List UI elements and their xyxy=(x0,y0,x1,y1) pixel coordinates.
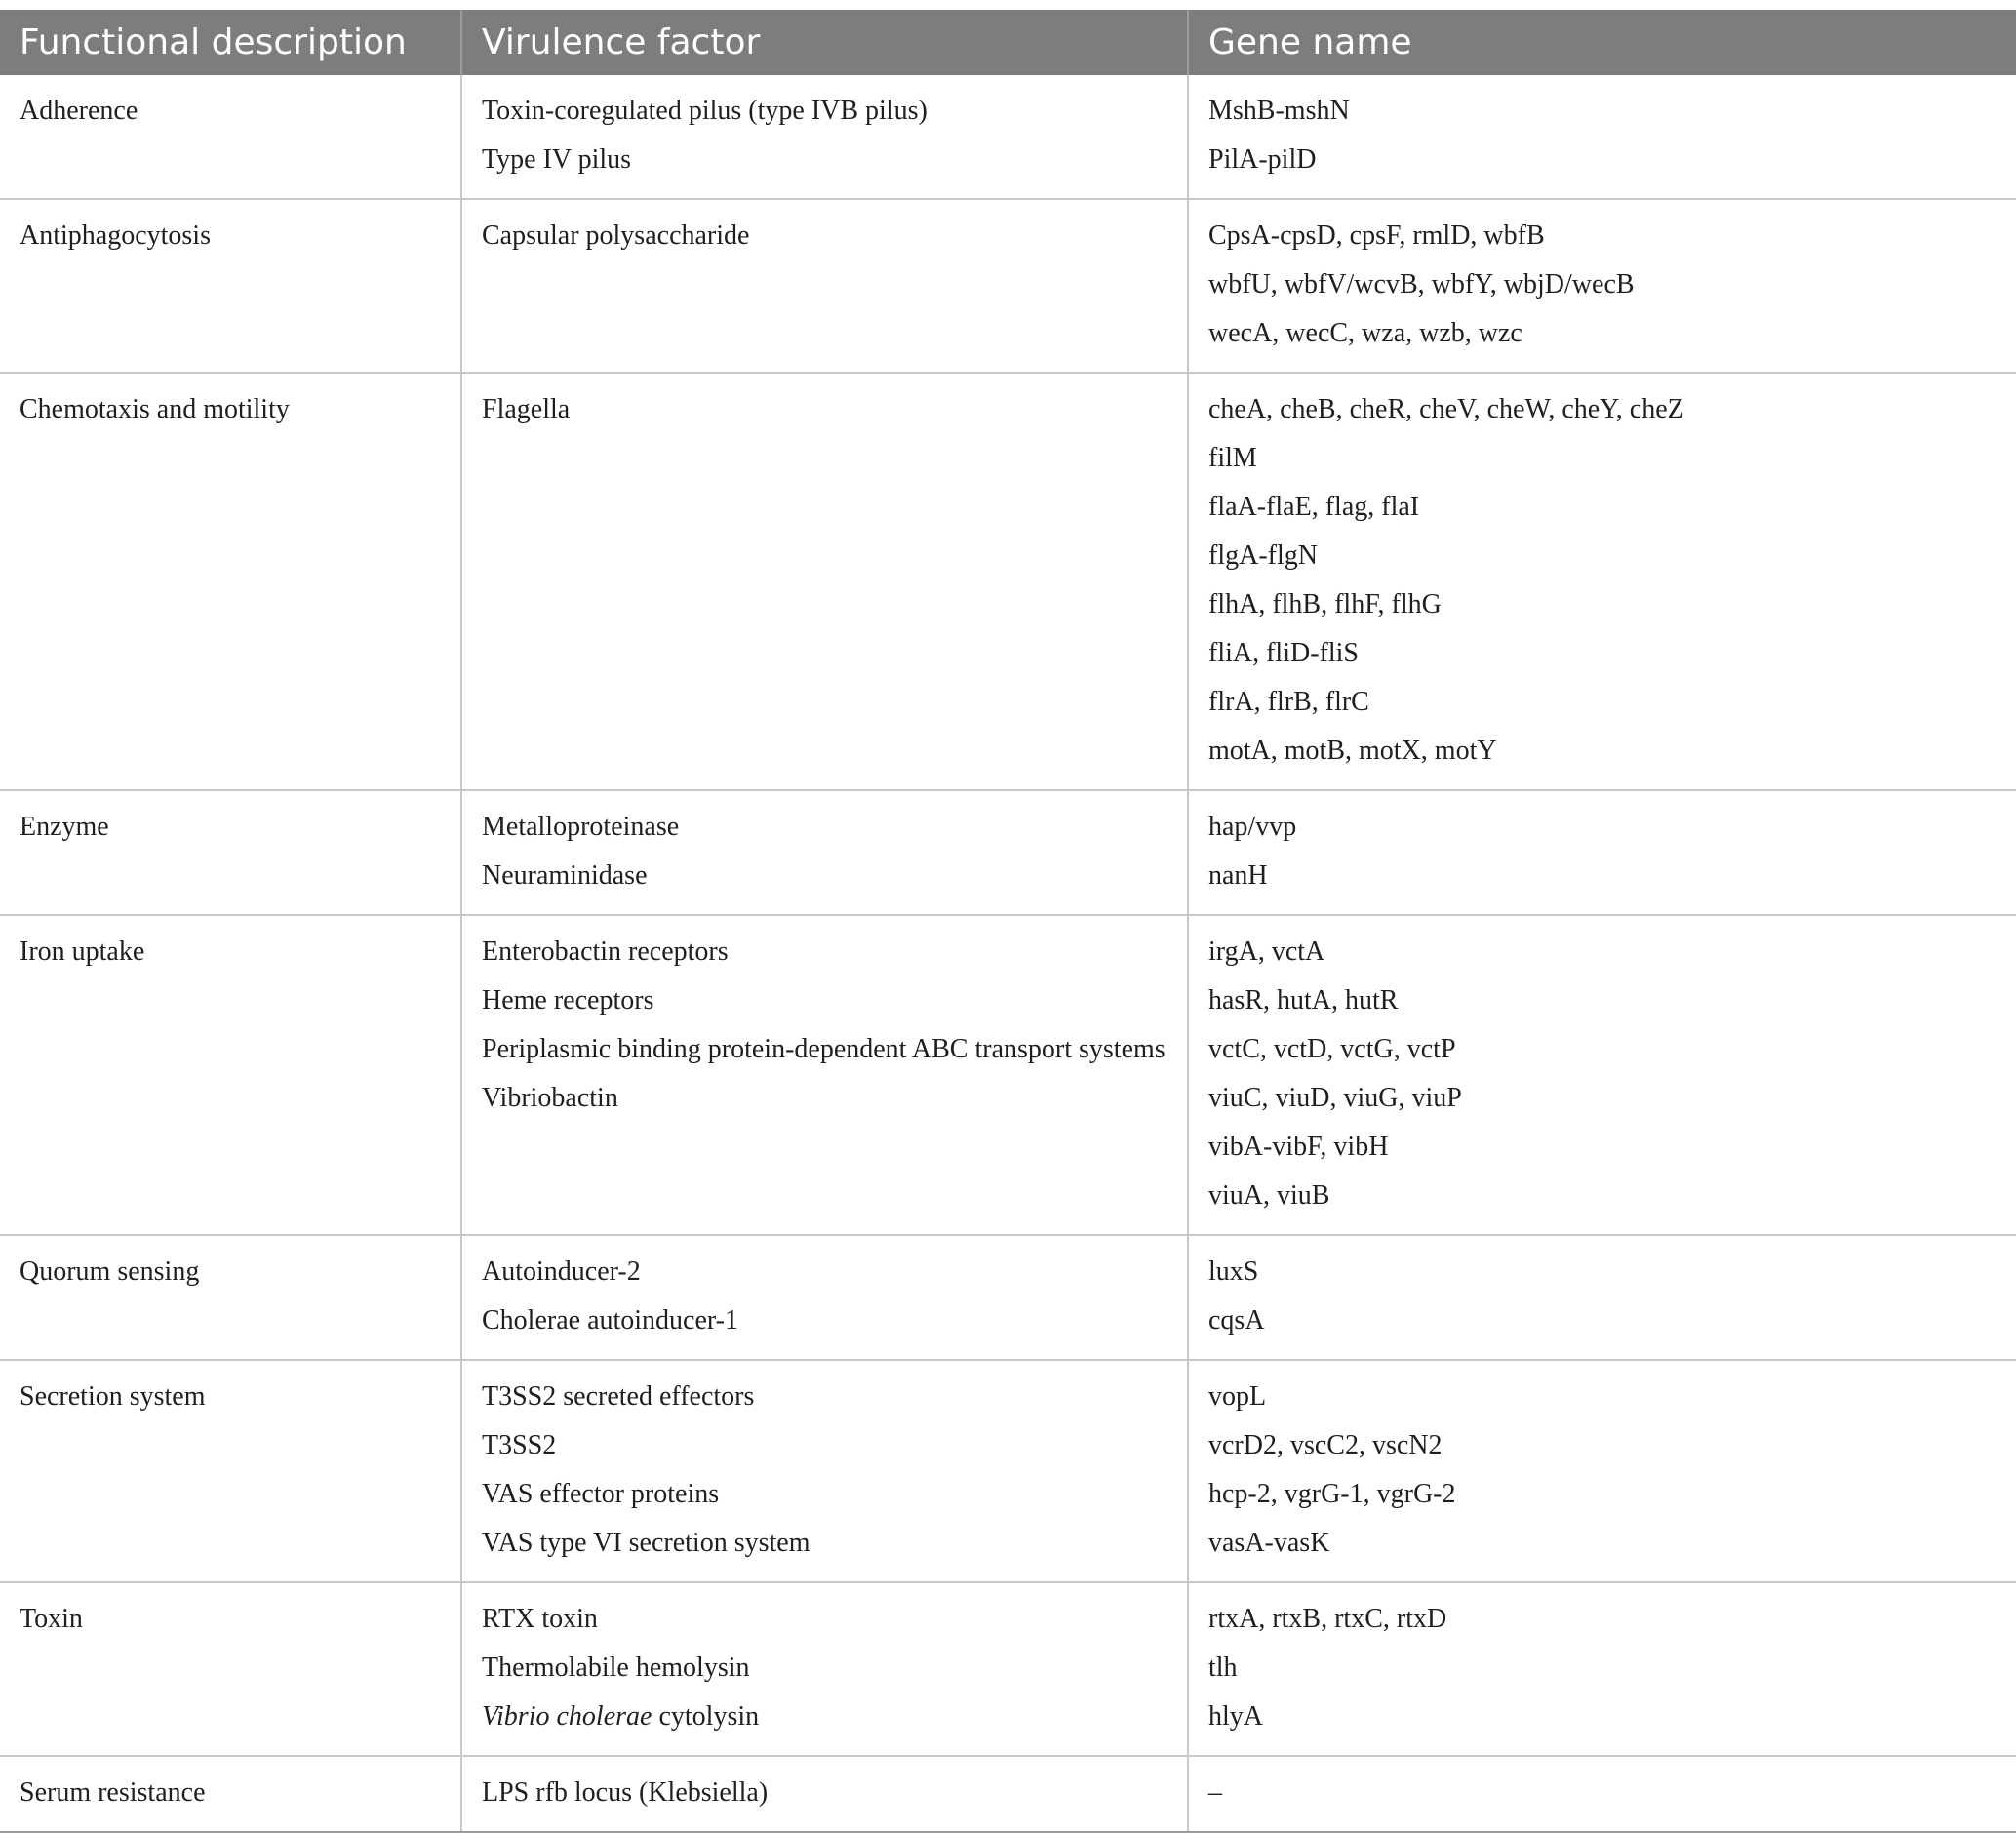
table-header-row xyxy=(0,10,2016,75)
gene-text: viuA, viuB xyxy=(1208,1180,1330,1211)
table-row xyxy=(0,1235,2016,1360)
gene-text: irgA, vctA xyxy=(1208,936,1325,967)
factor-text: Periplasmic binding protein-dependent ABC transport systems xyxy=(482,1034,1166,1064)
function-cell xyxy=(0,373,461,790)
gene-cell xyxy=(1188,199,2016,373)
table-row xyxy=(0,915,2016,1235)
gene-cell xyxy=(1188,373,2016,790)
factor-cell xyxy=(461,1235,1188,1360)
factor-cell xyxy=(461,1360,1188,1582)
factor-cell xyxy=(461,790,1188,915)
factor-text: Metalloproteinase xyxy=(482,812,680,842)
function-text: Enzyme xyxy=(20,812,109,842)
gene-text: PilA-pilD xyxy=(1208,144,1317,175)
table-row xyxy=(0,199,2016,373)
factor-cell xyxy=(461,373,1188,790)
factor-text: Type IV pilus xyxy=(482,144,632,175)
function-cell xyxy=(0,1756,461,1832)
function-text: Iron uptake xyxy=(20,936,145,967)
gene-text: tlh xyxy=(1208,1653,1238,1683)
factor-text-rest: cytolysin xyxy=(652,1701,760,1732)
factor-cell xyxy=(461,1756,1188,1832)
gene-text: – xyxy=(1208,1777,1222,1808)
function-text: Chemotaxis and motility xyxy=(20,394,290,424)
factor-text: VAS type VI secretion system xyxy=(482,1528,810,1558)
virulence-factor-table xyxy=(0,10,2016,1833)
gene-text: viuC, viuD, viuG, viuP xyxy=(1208,1083,1462,1113)
gene-cell xyxy=(1188,790,2016,915)
gene-cell xyxy=(1188,75,2016,199)
gene-text: luxS xyxy=(1208,1256,1259,1287)
table-row xyxy=(0,1756,2016,1832)
function-cell xyxy=(0,199,461,373)
factor-text: Heme receptors xyxy=(482,985,654,1016)
factor-text: Enterobactin receptors xyxy=(482,936,729,967)
virulence-factor-table-container xyxy=(0,10,2016,1833)
gene-text: flaA-flaE, flag, flaI xyxy=(1208,492,1420,522)
function-cell xyxy=(0,1360,461,1582)
gene-cell xyxy=(1188,1756,2016,1832)
factor-text: Cholerae autoinducer-1 xyxy=(482,1305,738,1335)
factor-text: T3SS2 xyxy=(482,1430,557,1460)
gene-cell xyxy=(1188,1235,2016,1360)
factor-text-cytolysin xyxy=(482,1693,1167,1741)
function-text: Secretion system xyxy=(20,1381,206,1412)
table-row xyxy=(0,1360,2016,1582)
gene-text: hasR, hutA, hutR xyxy=(1208,985,1399,1016)
gene-text: vcrD2, vscC2, vscN2 xyxy=(1208,1430,1443,1460)
function-cell xyxy=(0,790,461,915)
function-text: Serum resistance xyxy=(20,1777,206,1808)
gene-text: wbfU, wbfV/wcvB, wbfY, wbjD/wecB xyxy=(1208,269,1635,299)
function-cell xyxy=(0,75,461,199)
factor-text: Flagella xyxy=(482,394,571,424)
gene-cell xyxy=(1188,1582,2016,1756)
factor-cell xyxy=(461,915,1188,1235)
species-name-italic: Vibrio cholerae xyxy=(482,1701,652,1732)
gene-text: filM xyxy=(1208,443,1257,473)
table-row xyxy=(0,75,2016,199)
function-text: Toxin xyxy=(20,1604,83,1634)
gene-text: vctC, vctD, vctG, vctP xyxy=(1208,1034,1456,1064)
factor-cell xyxy=(461,75,1188,199)
column-header-gene-name: Gene name xyxy=(1188,10,2016,75)
table-row xyxy=(0,1582,2016,1756)
factor-text: Neuraminidase xyxy=(482,860,648,891)
gene-text: hcp-2, vgrG-1, vgrG-2 xyxy=(1208,1479,1456,1509)
gene-text: flgA-flgN xyxy=(1208,540,1318,571)
factor-text: Autoinducer-2 xyxy=(482,1256,641,1287)
gene-text: flrA, flrB, flrC xyxy=(1208,687,1369,717)
factor-text: RTX toxin xyxy=(482,1604,598,1634)
function-text: Quorum sensing xyxy=(20,1256,200,1287)
function-cell xyxy=(0,1235,461,1360)
gene-text: motA, motB, motX, motY xyxy=(1208,736,1497,766)
gene-text: vasA-vasK xyxy=(1208,1528,1330,1558)
factor-cell xyxy=(461,1582,1188,1756)
gene-text: MshB-mshN xyxy=(1208,96,1350,126)
gene-text: vopL xyxy=(1208,1381,1267,1412)
table-row xyxy=(0,373,2016,790)
gene-text: cheA, cheB, cheR, cheV, cheW, cheY, cheZ xyxy=(1208,394,1684,424)
factor-text: LPS rfb locus (Klebsiella) xyxy=(482,1777,769,1808)
factor-text: Vibriobactin xyxy=(482,1083,618,1113)
gene-text: flhA, flhB, flhF, flhG xyxy=(1208,589,1442,619)
gene-text: cqsA xyxy=(1208,1305,1265,1335)
function-text: Adherence xyxy=(20,96,138,126)
factor-cell xyxy=(461,199,1188,373)
gene-text: hlyA xyxy=(1208,1701,1263,1732)
gene-text: wecA, wecC, wza, wzb, wzc xyxy=(1208,318,1522,348)
table-row xyxy=(0,790,2016,915)
factor-text: Capsular polysaccharide xyxy=(482,220,750,251)
column-header-virulence-factor: Virulence factor xyxy=(461,10,1188,75)
factor-text: Toxin-coregulated pilus (type IVB pilus) xyxy=(482,96,928,126)
gene-text: hap/vvp xyxy=(1208,812,1297,842)
gene-cell xyxy=(1188,915,2016,1235)
gene-text: fliA, fliD-fliS xyxy=(1208,638,1359,668)
gene-text: rtxA, rtxB, rtxC, rtxD xyxy=(1208,1604,1447,1634)
gene-text: vibA-vibF, vibH xyxy=(1208,1132,1389,1162)
gene-cell xyxy=(1188,1360,2016,1582)
gene-text: CpsA-cpsD, cpsF, rmlD, wbfB xyxy=(1208,220,1545,251)
factor-text: T3SS2 secreted effectors xyxy=(482,1381,755,1412)
function-text: Antiphagocytosis xyxy=(20,220,211,251)
function-cell xyxy=(0,915,461,1235)
factor-text: Thermolabile hemolysin xyxy=(482,1653,750,1683)
function-cell xyxy=(0,1582,461,1756)
column-header-functional-description: Functional description xyxy=(0,10,461,75)
factor-text: VAS effector proteins xyxy=(482,1479,720,1509)
gene-text: nanH xyxy=(1208,860,1268,891)
